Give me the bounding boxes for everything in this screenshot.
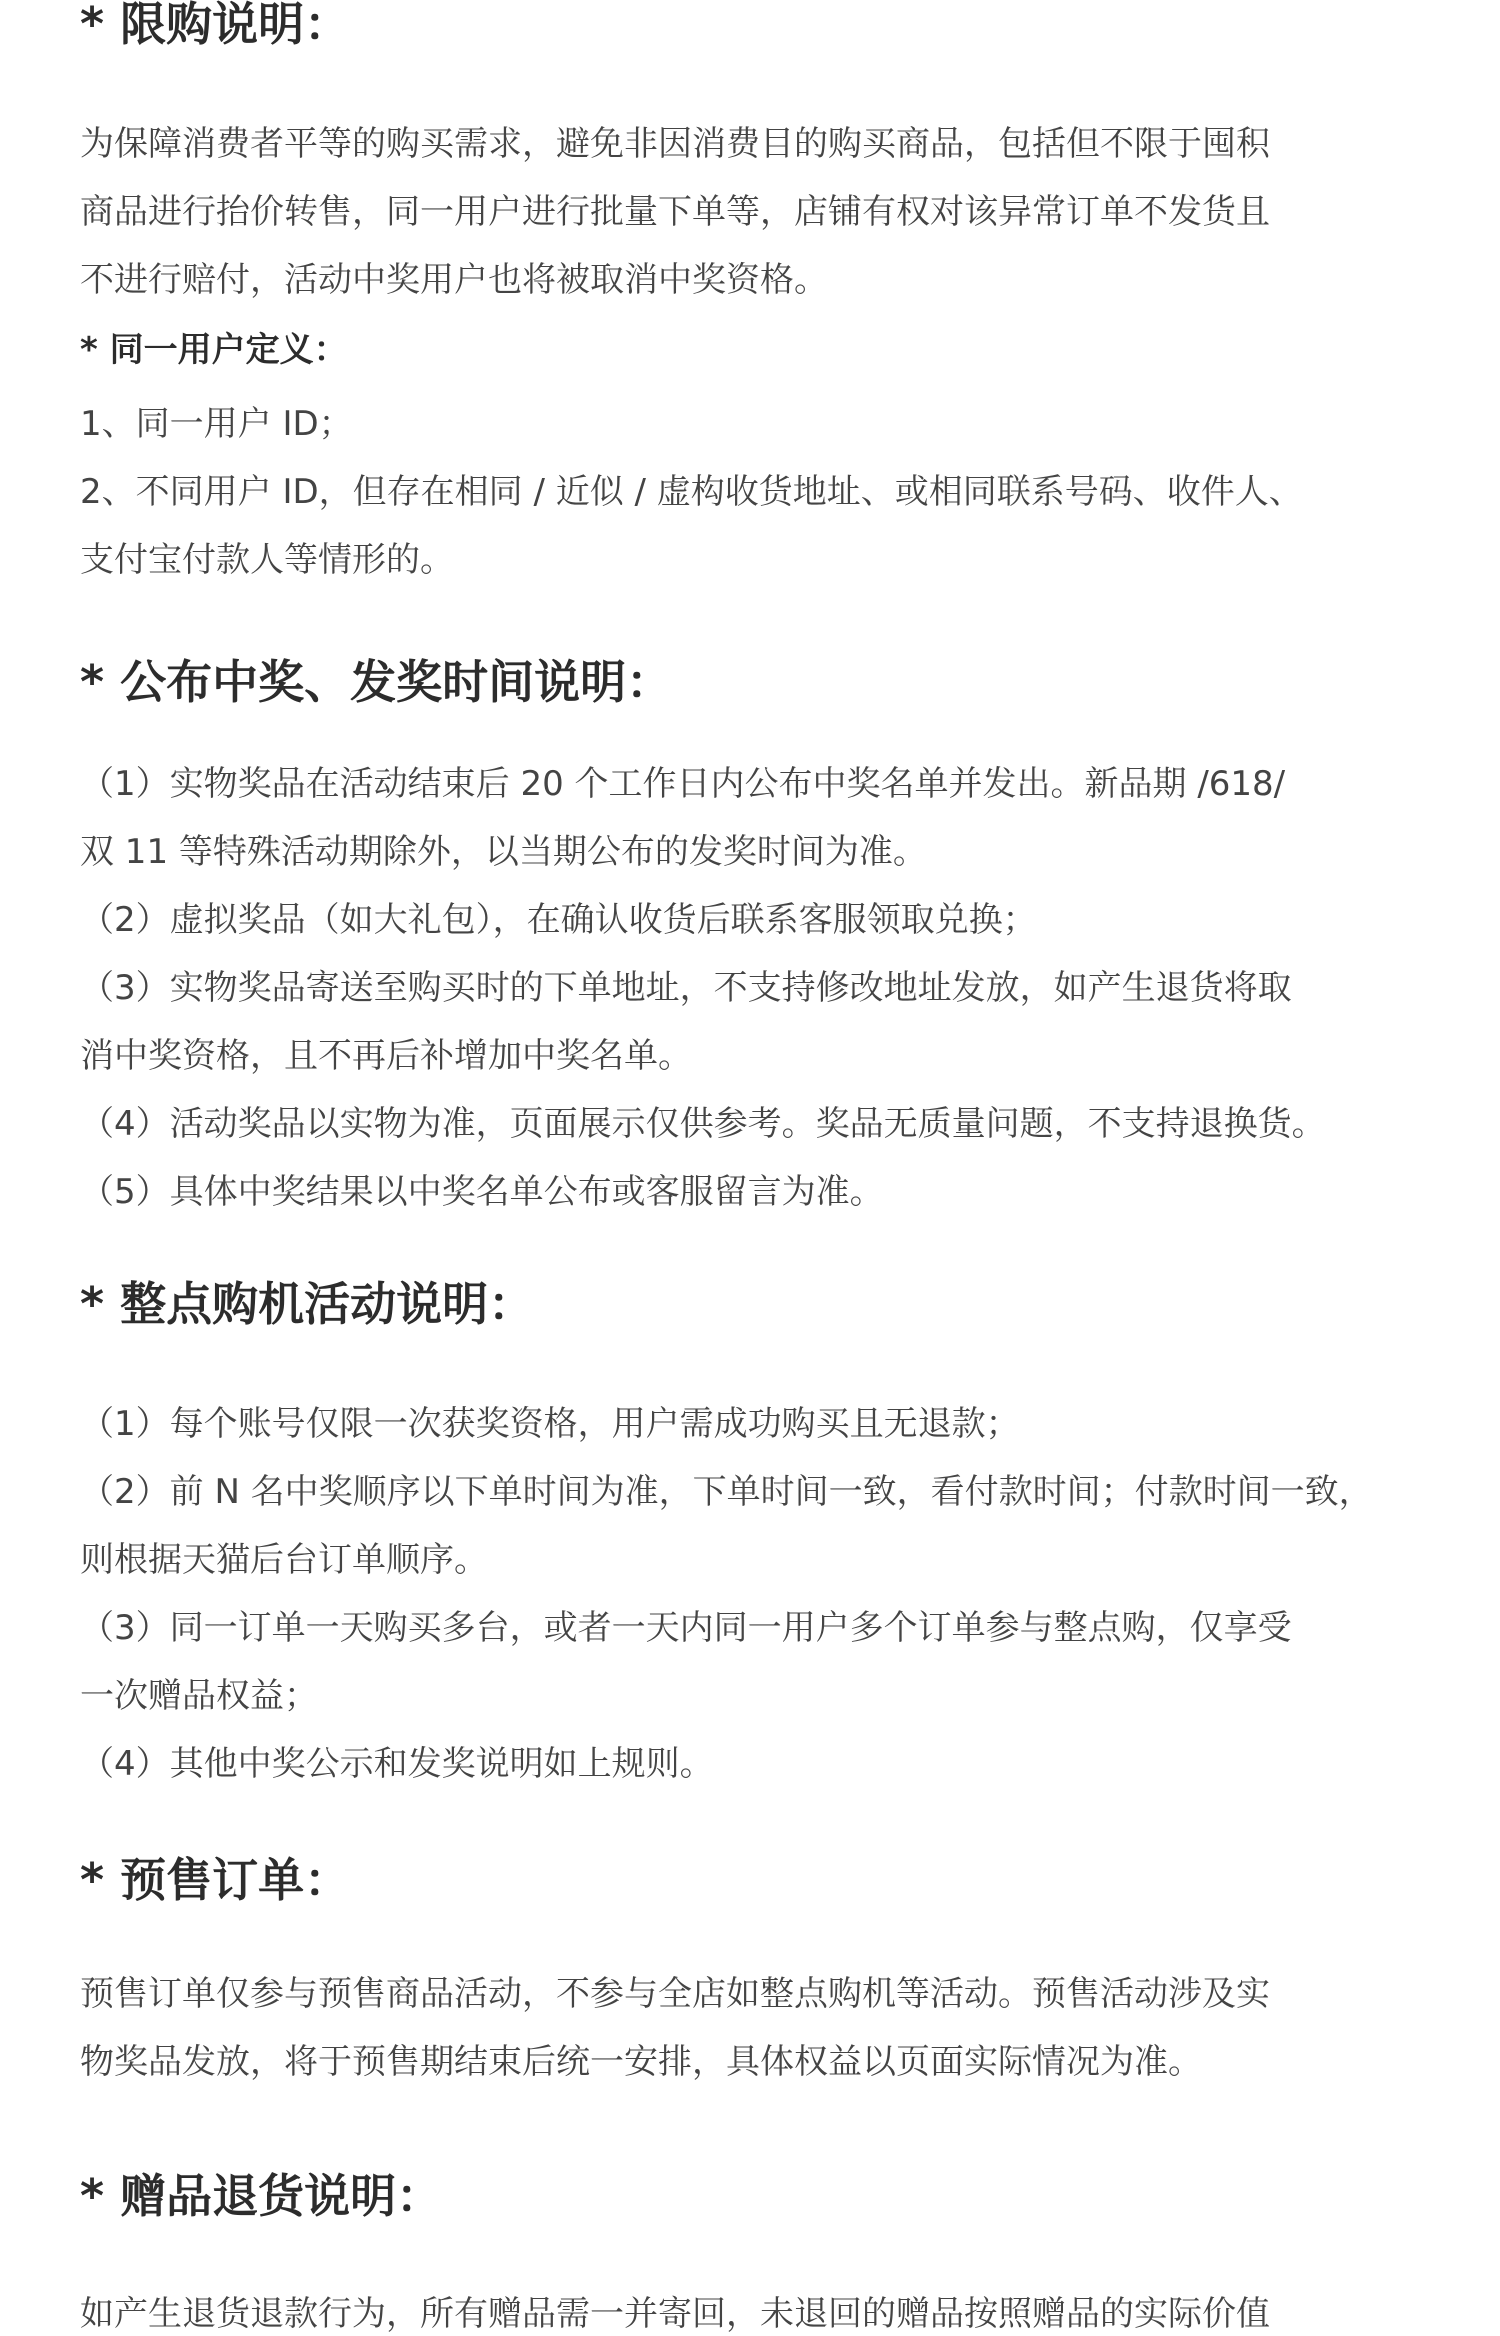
section-text-line: （5）具体中奖结果以中奖名单公布或客服留言为准。 [80,1172,884,1212]
section-text-line: 2、不同用户 ID，但存在相同 / 近似 / 虚构收货地址、或相同联系号码、收件人、 [80,472,1303,512]
section-text-line: 如产生退货退款行为，所有赠品需一并寄回，未退回的赠品按照赠品的实际价值 [80,2294,1270,2334]
section-text-line: 支付宝付款人等情形的。 [80,540,454,580]
section-text-line: （4）其他中奖公示和发奖说明如上规则。 [80,1744,714,1784]
section-text-line: 消中奖资格，且不再后补增加中奖名单。 [80,1036,692,1076]
section-heading-hourly-purchase: * 整点购机活动说明： [80,1277,535,1331]
section-heading-gift-returns: * 赠品退货说明： [80,2169,443,2223]
section-text-line: 物奖品发放，将于预售期结束后统一安排，具体权益以页面实际情况为准。 [80,2042,1202,2082]
section-text-line: 一次赠品权益； [80,1676,318,1716]
section-text-line: （4）活动奖品以实物为准，页面展示仅供参考。奖品无质量问题，不支持退换货。 [80,1104,1326,1144]
section-heading-award-time: * 公布中奖、发奖时间说明： [80,655,673,709]
subheading-same-user-definition: * 同一用户定义： [80,330,348,370]
section-text-line: （2）前 N 名中奖顺序以下单时间为准，下单时间一致，看付款时间；付款时间一致， [80,1472,1373,1512]
section-text-line: （3）实物奖品寄送至购买时的下单地址，不支持修改地址发放，如产生退货将取 [80,968,1292,1008]
section-heading-presale-orders: * 预售订单： [80,1853,351,1907]
section-text-line: 双 11 等特殊活动期除外，以当期公布的发奖时间为准。 [80,832,927,872]
section-text-line: （1）每个账号仅限一次获奖资格，用户需成功购买且无退款； [80,1404,1020,1444]
section-text-line: （2）虚拟奖品（如大礼包），在确认收货后联系客服领取兑换； [80,900,1037,940]
section-text-line: （1）实物奖品在活动结束后 20 个工作日内公布中奖名单并发出。新品期 /618/ [80,764,1286,804]
section-text-line: 不进行赔付，活动中奖用户也将被取消中奖资格。 [80,260,828,300]
section-text-line: 商品进行抬价转售，同一用户进行批量下单等，店铺有权对该异常订单不发货且 [80,192,1270,232]
section-text-line: 1、同一用户 ID； [80,404,353,444]
section-text-line: 为保障消费者平等的购买需求，避免非因消费目的购买商品，包括但不限于囤积 [80,124,1270,164]
section-text-line: （3）同一订单一天购买多台，或者一天内同一用户多个订单参与整点购，仅享受 [80,1608,1292,1648]
section-text-line: 预售订单仅参与预售商品活动，不参与全店如整点购机等活动。预售活动涉及实 [80,1974,1270,2014]
section-text-line: 则根据天猫后台订单顺序。 [80,1540,488,1580]
section-heading-purchase-limit: * 限购说明： [80,0,351,51]
